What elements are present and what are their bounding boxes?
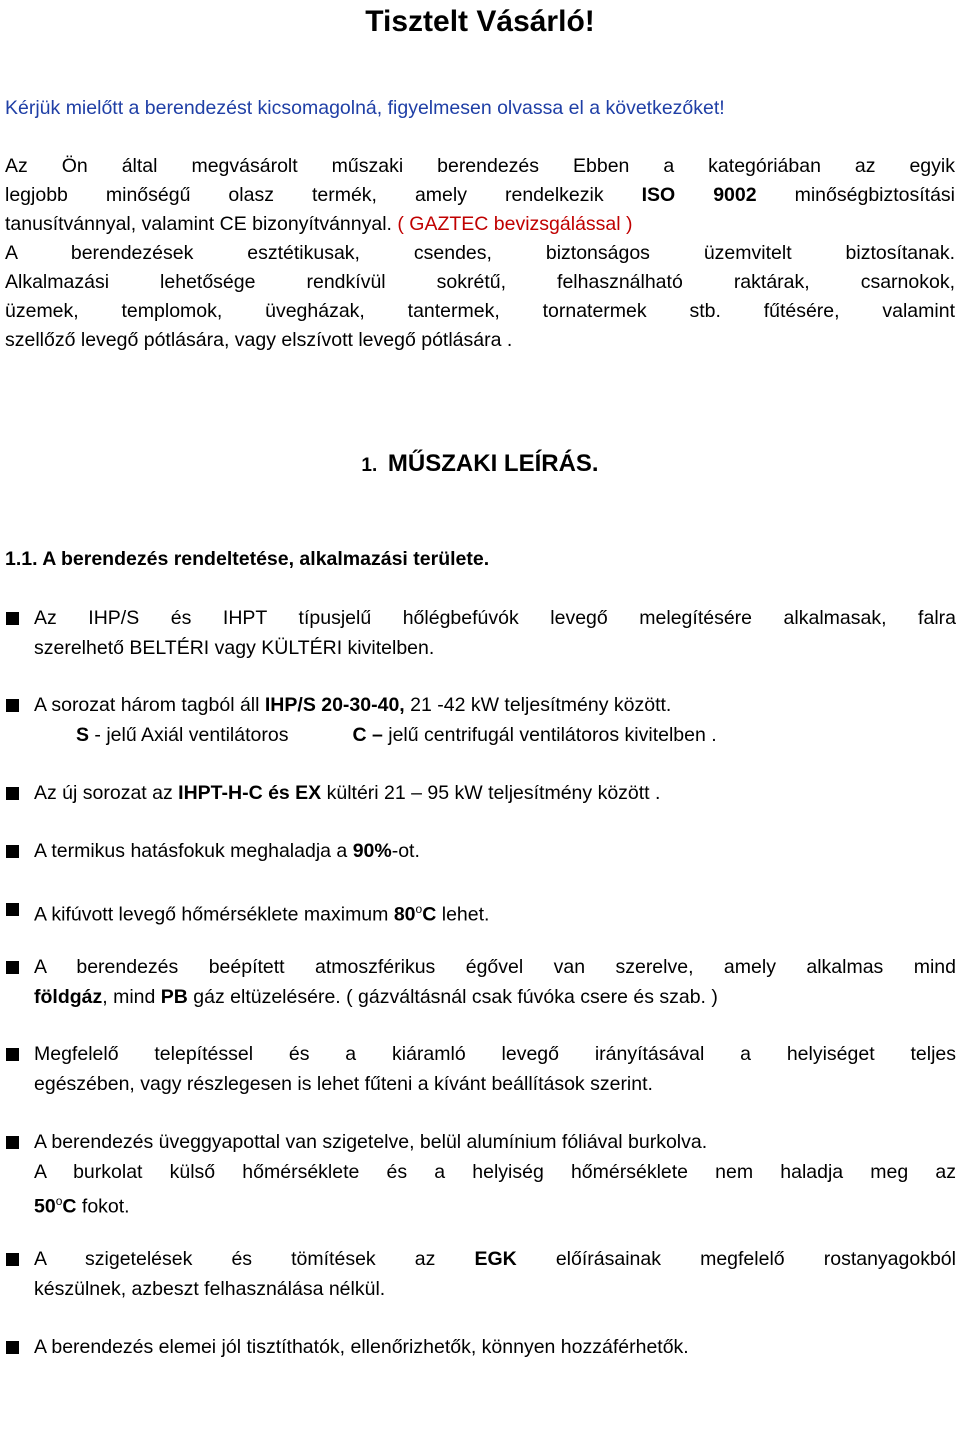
section-title: MŰSZAKI LEÍRÁS. [387,450,599,477]
section-number: 1. [361,455,378,476]
iso-label: ISO 9002 [641,184,757,206]
square-bullet-icon [6,903,19,916]
subsection-heading: 1.1. A berendezés rendeltetése, alkalmazási területe. [5,548,490,570]
square-bullet-icon [6,961,19,974]
square-bullet-icon [6,699,19,712]
paragraph-line: legjobb minőségű olasz termék, amely rendelkezik ISO 9002 minőségbiztosítási [5,184,956,206]
square-bullet-icon [6,1253,19,1266]
paragraph-line: üzemek, templomok, üvegházak, tantermek, tornatermek stb. fűtésére, valamint [5,300,955,322]
square-bullet-icon [6,845,19,858]
document-page: Tisztelt Vásárló! Kérjük mielőtt a berendezést kicsomagolná, figyelmesen olvassa el a következőket! Az Ön által megvásárolt műszaki berendezés Ebben a kategóriában az egyik legjobb minőségű olasz termék, amely rendelkezik ISO 9002 minőségbiztosítási tanusítvánnyal, valamint CE bizonyítvánnyal. ( GAZTEC bevizsgálással ) A berendezések esztétikusak, csendes, biztonságos üzemvitelt biztosítanak. Alkalmazási lehetősége rendkívül sokrétű, felhasználható raktárak, csarnokok, üzemek, templomok, üvegházak, tantermek, tornatermek stb. fűtésére, valamint szellőző levegő pótlására, vagy elszívott levegő pótlására . 1. MŰSZAKI LEÍRÁS. 1.1. A berendezés rendeltetése, alkalmazási területe. Az IHP/S és IHPT típusjelű hőlégbefúvók levegő melegítésére alkalmasak, falra szerelhető BELTÉRI vagy KÜLTÉRI kivitelben. A sorozat három tagból áll IHP/S 20-30-40, 21 -42 kW teljesítmény között. S - jelű Axiál ventilátoros C – jelű centrifugál ventilátoros kivitelben . Az új sorozat az IHPT-H-C és EX kültéri 21 – 95 kW teljesítmény között . A termikus hatásfokuk meghaladja a 90%-ot. A kifúvott levegő hőmérséklete maximum 80$^o$C lehet. A berendezés beépített atmoszférikus égővel van szerelve, amely alkalmas mind földgáz, mind PB gáz eltüzelésére. ( gázváltásnál csak fúvóka csere és szab. ) Megfelelő telepítéssel és a kiáramló levegő irányításával a helyiséget teljes egészében, vagy részlegesen is lehet fűteni a kívánt beállítások szerint. A berendezés üveggyapottal van szigetelve, belül alumínium fóliával burkolva. A burkolat külső hőmérséklete és a helyiség hőmérséklete nem haladja meg az 50$^o$C fokot. A szigetelések és tömítések az EGK előírásainak megfelelő rostanyagokból készülnek, azbeszt felhasználása nélkül. A berendezés elemei jól tisztíthatók, ellenőrizhetők, könnyen hozzáférhetők. [0,0,960,1432]
paragraph-line: tanusítvánnyal, valamint CE bizonyítvánnyal. ( GAZTEC bevizsgálással ) [5,213,633,235]
section-heading [0,446,960,484]
page-title: Tisztelt Vásárló! [365,5,595,38]
paragraph-line: Az Ön által megvásárolt műszaki berendezés Ebben a kategóriában az egyik [5,155,955,177]
gaztec-note: ( GAZTEC bevizsgálással ) [397,213,633,235]
square-bullet-icon [6,612,19,625]
intro-line: Kérjük mielőtt a berendezést kicsomagolná, figyelmesen olvassa el a következőket! [5,97,725,119]
intro-paragraph [5,152,955,355]
paragraph-line: Alkalmazási lehetősége rendkívül sokrétű, felhasználható raktárak, csarnokok, [5,271,955,293]
paragraph-line: szellőző levegő pótlására, vagy elszívott levegő pótlására . [5,329,513,351]
paragraph-line: A berendezések esztétikusak, csendes, biztonságos üzemvitelt biztosítanak. [5,242,955,264]
square-bullet-icon [6,1048,19,1061]
square-bullet-icon [6,787,19,800]
square-bullet-icon [6,1341,19,1354]
square-bullet-icon [6,1136,19,1149]
